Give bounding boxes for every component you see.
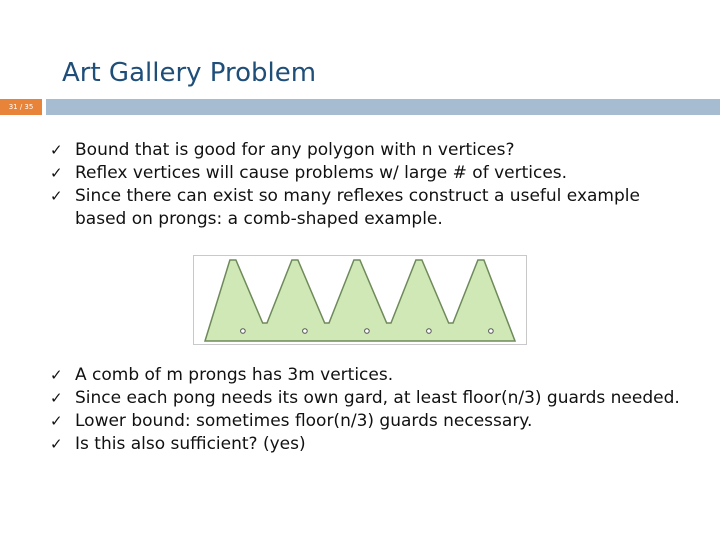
bullet-text: Lower bound: sometimes floor(n/3) guards necessary. [75, 411, 533, 431]
bullet-item [50, 410, 715, 433]
bullet-item [50, 139, 680, 162]
bullet-item [50, 185, 680, 231]
slide-number: 31 / 35 [8, 103, 34, 111]
bullet-item [50, 433, 715, 456]
title-underline-bar [46, 99, 720, 115]
check-icon: ✓ [50, 389, 63, 407]
check-icon: ✓ [50, 366, 63, 384]
bullet-text: Since each pong needs its own gard, at least floor(n/3) guards needed. [75, 388, 680, 408]
bullet-text: Reflex vertices will cause problems w/ large # of vertices. [75, 163, 568, 183]
bullet-list-top [50, 139, 680, 231]
bullet-item [50, 387, 715, 410]
bullet-item [50, 364, 715, 387]
check-icon: ✓ [50, 141, 63, 159]
comb-polygon-figure [193, 255, 527, 345]
guard-marker [241, 329, 246, 334]
check-icon: ✓ [50, 187, 63, 205]
bullet-text: A comb of m prongs has 3m vertices. [75, 365, 394, 385]
bullet-item [50, 162, 680, 185]
check-icon: ✓ [50, 412, 63, 430]
guard-marker [303, 329, 308, 334]
guard-marker [489, 329, 494, 334]
slide-title: Art Gallery Problem [62, 58, 317, 88]
guard-marker [365, 329, 370, 334]
check-icon: ✓ [50, 164, 63, 182]
check-icon: ✓ [50, 435, 63, 453]
guard-marker [427, 329, 432, 334]
bullet-text: Is this also sufficient? (yes) [75, 434, 306, 454]
bullet-text: Bound that is good for any polygon with n vertices? [75, 140, 515, 160]
bullet-list-bottom [50, 364, 715, 456]
bullet-text: Since there can exist so many reflexes construct a useful example based on prongs: a comb-shaped example. [75, 186, 640, 229]
